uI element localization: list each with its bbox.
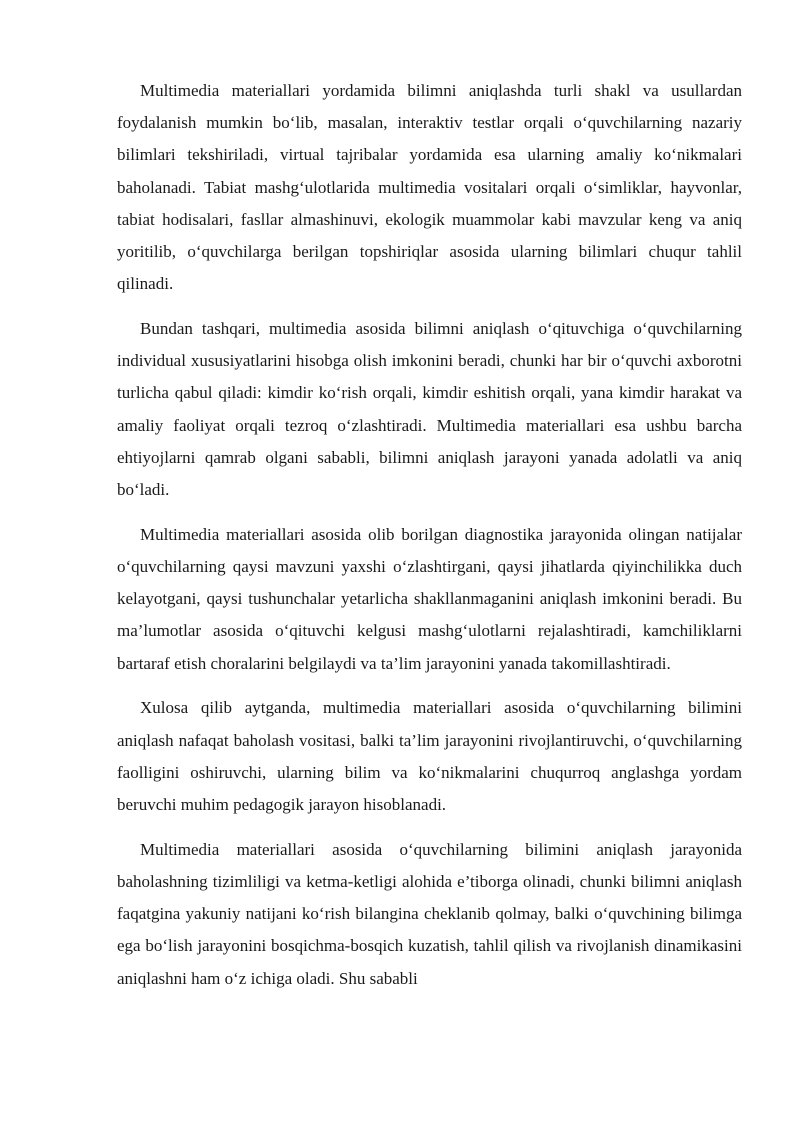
paragraph-1: Multimedia materiallari yordamida bilimni aniqlashda turli shakl va usullardan foydalanish mumkin bo‘lib, masalan, interaktiv testlar orqali o‘quvchilarning nazariy bilimlari tekshiriladi, virtual tajribalar yordamida esa ularning amaliy ko‘nikmalari baholanadi. Tabiat mashg‘ulotlarida multimedia vositalari orqali o‘simliklar, hayvonlar, tabiat hodisalari, fasllar almashinuvi, ekologik muammolar kabi mavzular keng va aniq yoritilib, o‘quvchilarga berilgan topshiriqlar asosida ularning bilimlari chuqur tahlil qilinadi. [117,81,742,294]
paragraph-5: Multimedia materiallari asosida o‘quvchilarning bilimini aniqlash jarayonida baholashning tizimliligi va ketma-ketligi alohida e’tiborga olinadi, chunki bilimni aniqlash faqatgina yakuniy natijani ko‘rish bilangina cheklanib qolmay, balki o‘quvchining bilimga ega bo‘lish jarayonini bosqichma-bosqich kuzatish, tahlil qilish va rivojlanish dinamikasini aniqlashni ham o‘z ichiga oladi. Shu sababli [117,839,742,988]
paragraph-4: Xulosa qilib aytganda, multimedia materiallari asosida o‘quvchilarning bilimini aniqlash nafaqat baholash vositasi, balki ta’lim jarayonini rivojlantiruvchi, o‘quvchilarning faolligini oshiruvchi, ularning bilim va ko‘nikmalarini chuqurroq anglashga yordam beruvchi muhim pedagogik jarayon hisoblanadi. [117,698,742,815]
paragraph-2: Bundan tashqari, multimedia asosida bilimni aniqlash o‘qituvchiga o‘quvchilarning individual xususiyatlarini hisobga olish imkonini beradi, chunki har bir o‘quvchi axborotni turlicha qabul qiladi: kimdir ko‘rish orqali, kimdir eshitish orqali, yana kimdir harakat va amaliy faoliyat orqali tezroq o‘zlashtiradi. Multimedia materiallari esa ushbu barcha ehtiyojlarni qamrab olgani sababli, bilimni aniqlash jarayoni yanada adolatli va aniq bo‘ladi. [117,319,742,500]
paragraph-3: Multimedia materiallari asosida olib borilgan diagnostika jarayonida olingan natijalar o‘quvchilarning qaysi mavzuni yaxshi o‘zlashtirgani, qaysi jihatlarda qiyinchilikka duch kelayotgani, qaysi tushunchalar yetarlicha shakllanmaganini aniqlash imkonini beradi. Bu ma’lumotlar asosida o‘qituvchi kelgusi mashg‘ulotlarni rejalashtiradi, kamchiliklarni bartaraf etish choralarini belgilaydi va ta’lim jarayonini yanada takomillashtiradi. [117,524,742,673]
